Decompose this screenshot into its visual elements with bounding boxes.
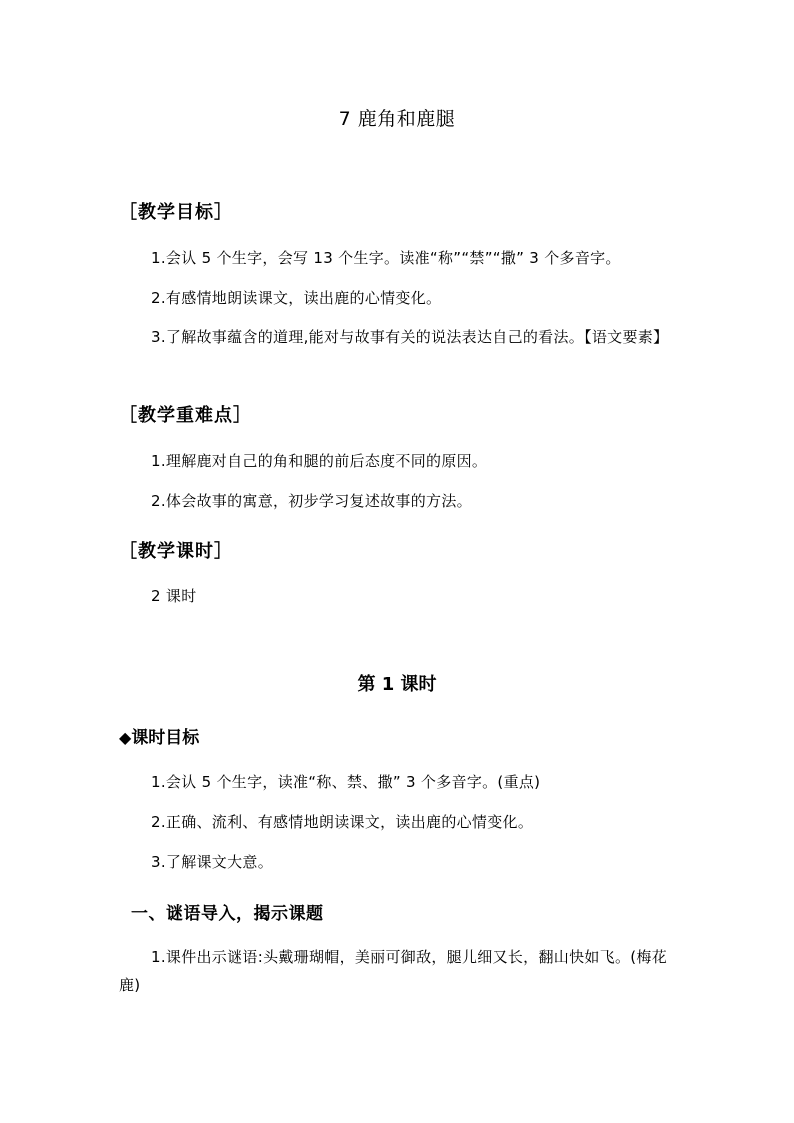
lesson-goals-heading bbox=[119, 723, 199, 748]
key-point-item-1: 1.理解鹿对自己的角和腿的前后态度不同的原因。 bbox=[151, 452, 488, 470]
objective-item-2: 2.有感情地朗读课文，读出鹿的心情变化。 bbox=[151, 289, 442, 307]
periods-heading: ［教学课时］ bbox=[119, 541, 233, 562]
part1-heading: 一、谜语导入，揭示课题 bbox=[131, 904, 324, 924]
document-title: 7 鹿角和鹿腿 bbox=[338, 108, 456, 130]
objectives-heading: ［教学目标］ bbox=[119, 202, 233, 223]
objective-item-3: 3.了解故事蕴含的道理,能对与故事有关的说法表达自己的看法。【语文要素】 bbox=[151, 328, 669, 346]
objective-item-1: 1.会认 5 个生字，会写 13 个生字。读准“称”“禁”“撒” 3 个多音字。 bbox=[151, 249, 621, 267]
periods-value: 2 课时 bbox=[151, 587, 197, 605]
key-points-heading: ［教学重难点］ bbox=[119, 405, 252, 426]
lesson-goals-label: 课时目标 bbox=[131, 728, 200, 748]
key-point-item-2: 2.体会故事的寓意，初步学习复述故事的方法。 bbox=[151, 492, 472, 510]
lesson-title: 第 1 课时 bbox=[357, 674, 437, 695]
lesson-goal-item-1: 1.会认 5 个生字，读准“称、禁、撒” 3 个多音字。(重点) bbox=[151, 773, 541, 791]
part1-item-1: 1.课件出示谜语:头戴珊瑚帽，美丽可御敌，腿儿细又长，翻山快如飞。(梅花鹿) bbox=[119, 948, 668, 994]
lesson-goal-item-3: 3.了解课文大意。 bbox=[151, 853, 274, 871]
lesson-goal-item-2: 2.正确、流利、有感情地朗读课文，读出鹿的心情变化。 bbox=[151, 813, 534, 831]
diamond-bullet-icon: ◆ bbox=[119, 728, 132, 747]
